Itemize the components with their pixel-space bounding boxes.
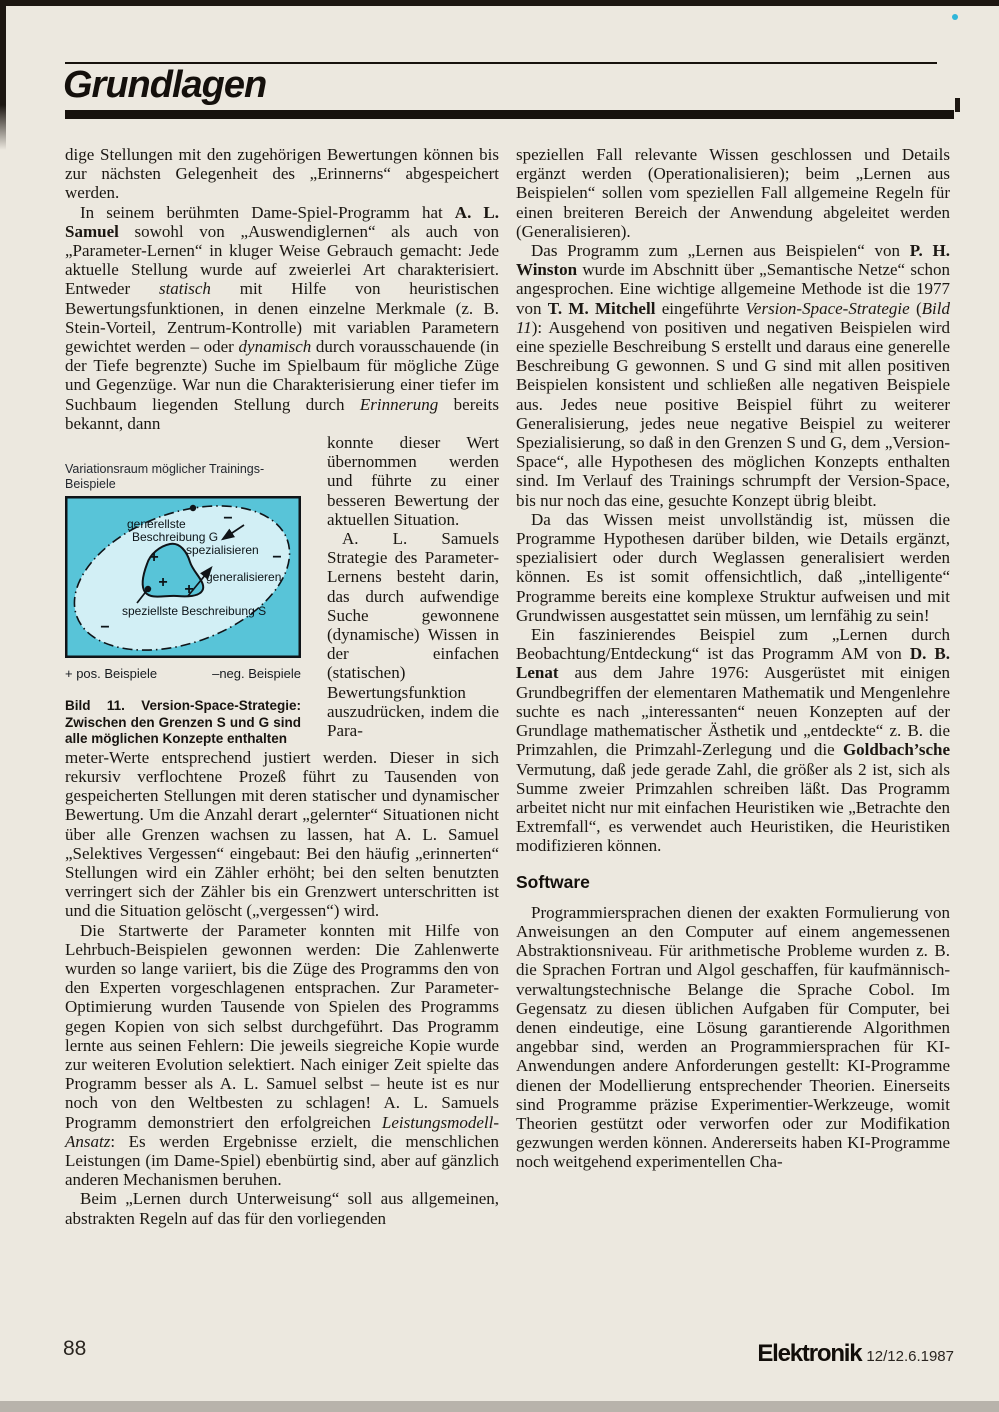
- figure-diagram: [65, 496, 301, 658]
- scan-edge-bottom: [0, 1401, 999, 1412]
- text-run: dige Stellungen mit den zugehörigen Bewertungen können bis zur nächsten Gelegenheit des „Erinnerns“ abgespeichert werden.: [65, 145, 499, 203]
- figure-legend: [65, 664, 301, 683]
- plus-sign: +: [184, 581, 194, 599]
- magazine-logo: Elektronik: [757, 1340, 862, 1367]
- left-column-top: [65, 145, 499, 433]
- page-title: Grundlagen: [63, 64, 267, 106]
- right-column: [516, 145, 950, 1228]
- paragraph: [327, 433, 499, 529]
- minus-sign: −: [272, 549, 282, 567]
- text-run: eingeführte: [655, 298, 746, 318]
- text-run: Leistungsmodell-Ansatz: [65, 1112, 499, 1151]
- left-column-bottom: [65, 748, 499, 1228]
- paragraph: [516, 241, 950, 510]
- text-run: bereits bekannt, dann: [65, 394, 499, 433]
- figure-title: Variationsraum möglicher Trainings-Beispiele: [65, 462, 265, 492]
- label-beschreibung-g: Beschreibung G: [132, 530, 219, 545]
- paragraph: [65, 748, 499, 921]
- text-run: Erinnerung: [359, 394, 439, 414]
- article-body: [65, 145, 950, 1228]
- footer-page-number: 88: [63, 1337, 87, 1360]
- left-column: [65, 145, 499, 1228]
- legend-negative-examples: –neg. Beispiele: [212, 666, 301, 682]
- text-run: (: [909, 298, 922, 318]
- text-run: In seinem berühmten Dame-Spiel-Programm hat: [80, 202, 455, 222]
- scan-artifact-tick: [955, 98, 960, 112]
- text-run: T. M. Mitchell: [547, 298, 656, 318]
- paragraph: [65, 203, 499, 433]
- minus-sign: −: [223, 510, 233, 528]
- text-run: P. H. Winston: [516, 241, 951, 280]
- text-run: Ein faszinierendes Beispiel zum „Lernen durch Beobachtung/Entdeckung“ ist das Programm AM von: [516, 625, 950, 664]
- g-boundary-dot: [190, 505, 196, 511]
- text-run: statisch: [158, 279, 211, 299]
- text-run: meter-Werte entsprechend justiert werden. Dieser in sich rekursiv verflochtene Prozeß führt zu Tausenden von gespeicherten Stellungen mit deren statischer und dynamischer Bewertung. Um die Anzahl derart „gelernter“ Situationen nicht über alle Grenzen wachsen zu lassen, hat A. L. Samuel „Selektives Vergessen“ eingebaut: Bei den häufig „erinnerten“ Stellungen wird ein Zähler erhöht; bei den selten benutzten verringert sich der Zähler bis ein Grenzwert unterschritten ist und die Situation gelöscht („vergessen“) wird.: [65, 747, 499, 921]
- paragraph: [516, 510, 950, 625]
- footer-magazine-info: [757, 1340, 954, 1368]
- magazine-issue-date: 12/12.6.1987: [866, 1348, 954, 1365]
- text-run: Bild 11: [516, 298, 950, 337]
- text-run: D. B. Lenat: [516, 644, 950, 683]
- figure-bild-11: [65, 433, 301, 748]
- paragraph: [327, 529, 499, 740]
- text-run: dynamisch: [238, 337, 312, 357]
- text-run: Programmiersprachen dienen der exakten Formulierung von Anweisungen an den Computer auf einem angemessenen Abstraktionsniveau. Für arithmetische Probleme wurden z. B. die Sprachen Fortran und Algol geschaffen, für kaufmännisch-verwaltungstechnische Belange die Sprache Cobol. Im Gegensatz zu diesen üblichen Aufgaben für Computer, bei denen eindeutige, eine Lösung garantierende Algorithmen angebbar sind, werden an Programmiersprachen für KI-Anwendungen andere Anforderungen gestellt: KI-Programme dienen der Modellierung entsprechender Theorien. Einerseits sind Programme präzise Experimentier-Werkzeuge, womit Theorien gestützt oder verworfen oder zur Modifikation gezwungen werden können. Andererseits haben KI-Programme noch weitgehend experimentellen Cha-: [516, 902, 950, 1172]
- scan-artifact-dot: [952, 14, 958, 20]
- label-generalisieren: generalisieren: [206, 570, 282, 585]
- header-rule-thick: [65, 110, 954, 119]
- paragraph: [65, 145, 499, 203]
- text-run: Goldbach’sche: [842, 740, 950, 760]
- text-run: A. L. Samuel: [65, 202, 499, 241]
- text-run: Vermutung, daß jede gerade Zahl, die größer als 2 ist, sich als Summe zweier Primzahlen schreiben läßt. Das Programm arbeitet nicht nur mit einfachen Heuristiken wie „Betrachte den Extremfall“, es verwendet auch Heuristiken, die Heuristiken modifizieren können.: [516, 759, 950, 856]
- plus-sign: +: [149, 549, 159, 567]
- figure-row: [65, 433, 499, 748]
- legend-positive-examples: + pos. Beispiele: [65, 666, 158, 682]
- text-run: sowohl von „Auswendiglernen“ als auch von „Parameter-Lernen“ in kluger Weise Gebrauch gemacht: Jede aktuelle Stellung wurde auf zweierlei Art charakterisiert. Entweder: [65, 221, 499, 299]
- scan-edge-top: [0, 0, 999, 6]
- minus-sign: −: [100, 619, 110, 637]
- section-heading: Software: [516, 871, 590, 892]
- version-space-diagram: [65, 496, 301, 658]
- figure-caption: Bild 11. Version-Space-Strategie: Zwischen den Grenzen S und G sind alle möglichen Konzepte enthalten: [65, 698, 301, 747]
- left-column-narrow: [327, 433, 499, 748]
- text-run: wurde im Abschnitt über „Semantische Netze“ schon angesprochen. Eine wichtige allgemeine Methode ist die 1977 von: [516, 260, 950, 318]
- paragraph: [516, 625, 950, 855]
- text-run: aus dem Jahre 1976: Ausgerüstet mit einigen Grundbegriffen der elementaren Mathematik und Mengenlehre suchte es nach „interessanten“ neuen Konzepten auf der Grundlage mathematischer Ästhetik und „entdeckte“ z. B. die Primzahlen, die Primzahl-Zerlegung und die: [516, 663, 950, 760]
- text-run: : Es werden Ergebnisse erzielt, die menschlichen Leistungen (im Dame-Spiel) ebenbürtig sind, aber auf gänzlich anderen Mechanismen beruhen.: [65, 1131, 499, 1190]
- paragraph: [516, 903, 950, 1172]
- paragraph: [65, 921, 499, 1190]
- text-run: durch vorausschauende (in der Tiefe begrenzte) Suche im Spielbaum für mögliche Züge und Gegenzüge. War nun die Charakterisierung einer tiefer im Suchbaum liegenden Stellung durch: [65, 337, 499, 414]
- text-run: speziellen Fall relevante Wissen geschlossen und Details ergänzt werden (Operationalisieren); beim „Lernen aus Beispielen“ sollen vom speziellen Fall allgemeine Regeln für einen breiteren Bereich der Anwendung abgeleitet werden (Generalisieren).: [516, 145, 950, 241]
- label-generellste: generellste: [127, 517, 186, 532]
- text-run: Die Startwerte der Parameter konnten mit Hilfe von Lehrbuch-Beispielen gewonnen werden: Die Zahlenwerte wurden so lange variiert, bis die Züge des Programms den von den Experten vorgeschlagenen entsprachen. Zur Parameter-Optimierung wurden Tausende von Spielen des Programms gegen Kopien von sich selbst durchgeführt. Das Programm lernte aus seinen Fehlern: Die jeweils siegreiche Kopie wurde zur weiteren Evolution selektiert. Nach einiger Zeit spielte das Programm besser als A. L. Samuel selbst – heute ist es nur noch von den Weltbesten zu schlagen! A. L. Samuels Programm demonstriert den erfolgreichen: [65, 920, 499, 1132]
- text-run: mit Hilfe von heuristischen Bewertungsfunktionen, in denen einzelne Merkmale (z. B. Stein-Vorteil, Zentrum-Kontrolle) mit variablen Parametern gewichtet werden – oder: [65, 279, 499, 357]
- label-spezialisieren: spezialisieren: [186, 543, 259, 558]
- paragraph: [65, 1189, 499, 1227]
- text-run: konnte dieser Wert übernommen werden und führte zu einer besseren Bewertung der aktuellen Situation.: [327, 433, 499, 529]
- paragraph: [516, 145, 950, 241]
- label-speziellste: speziellste Beschreibung S: [122, 604, 267, 619]
- text-run: Version-Space-Strategie: [745, 298, 910, 318]
- text-run: Da das Wissen meist unvollständig ist, müssen die Programme Hypothesen darüber bilden, wie Details ergänzt, spezialisiert oder durch Weglassen generalisiert werden können. Es ist somit offensichtlich, daß „intelligente“ Programme bereits eine komplexe Struktur aufweisen und mit Grundwissen ausgestattet sein müssen, um lernfähig zu sein!: [516, 509, 950, 625]
- plus-sign: +: [158, 574, 168, 592]
- scan-edge-left: [0, 0, 6, 150]
- text-run: A. L. Samuels Strategie des Parameter-Lernens besteht darin, das durch aufwendige Suche gewonnene (dynamische) Wissen in der einfachen (statischen) Bewertungsfunktion auszudrücken, indem die Para-: [327, 529, 499, 741]
- text-run: ): Ausgehend von positiven und negativen Beispielen wird eine spezielle Beschreibung S erstellt und daraus eine generelle Beschreibung G gewonnen. S und G sind mit allen positiven Beispielen konsistent und schließen alle negativen Beispiele aus. Jedes neue positive Beispiel führt zu weiterer Generalisierung, jedes neue negative Beispiel zu weiterer Spezialisierung, so daß in den Grenzen S und G, dem „Version-Space“, alle Hypothesen des möglichen Konzepts enthalten sind. Im Verlauf des Trainings schrumpft der Version-Space, bis nur noch das eine, gesuchte Konzept übrig bleibt.: [516, 317, 950, 510]
- text-run: Das Programm zum „Lernen aus Beispielen“ von: [531, 241, 910, 261]
- text-run: Beim „Lernen durch Unterweisung“ soll aus allgemeinen, abstrakten Regeln auf das für den vorliegenden: [65, 1189, 499, 1228]
